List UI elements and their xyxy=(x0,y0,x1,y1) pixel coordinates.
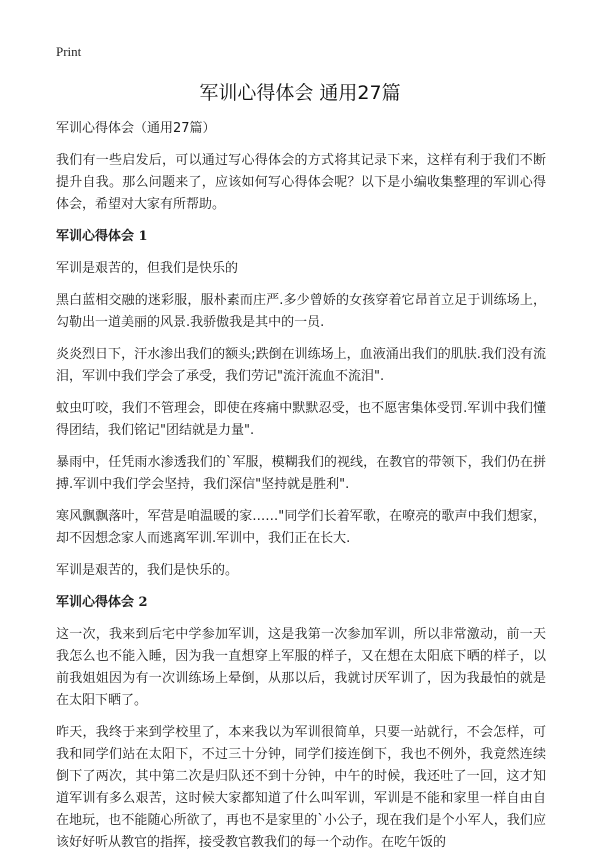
section-paragraph: 昨天，我终于来到学校里了，本来我以为军训很简单，只要一站就行，不会怎样，可我和同学们站在太阳下，不过三十分钟，同学们接连倒下，我也不例外，我竟然连续倒下了两次，其中第二次是归队还不到十分钟，中午的时候，我还吐了一回，这才知道军训有多么艰苦，这时候大家都知道了什么叫军训，军训是不能和家里一样自由自在地玩，也不能随心所欲了，再也不是家里的`小公子，现在我们是个小军人，我们应该好好听从教官的指挥，接受教官教我们的每一个动作。在吃午饭的 xyxy=(56,725,546,850)
section-paragraph: 炎炎烈日下，汗水渗出我们的额头;跌倒在训练场上，血液涌出我们的肌肤.我们没有流泪，军训中我们学会了承受，我们劳记"流汗流血不流泪". xyxy=(56,347,546,384)
section-heading: 军训心得体会 2 xyxy=(56,595,148,610)
section-paragraph: 暴雨中，任凭雨水渗透我们的`军服，模糊我们的视线，在教官的带领下，我们仍在拼搏.军训中我们学会坚持，我们深信"坚持就是胜利". xyxy=(56,455,546,492)
section-paragraph: 军训是艰苦的，我们是快乐的。 xyxy=(56,563,239,578)
section-paragraph: 这一次，我来到后宅中学参加军训，这是我第一次参加军训，所以非常激动，前一天我怎么也不能入睡，因为我一直想穿上军服的样子，又在想在太阳底下晒的样子，以前我姐姐因为有一次训练场上晕倒，从那以后，我就讨厌军训了，因为我最怕的就是在太阳下晒了。 xyxy=(56,627,546,708)
document-body xyxy=(56,118,546,864)
section-paragraph: 寒风飘飘落叶，军营是咱温暖的家……"同学们长着军歌，在嘹亮的歌声中我们想家，却不因想念家人而逃离军训.军训中，我们正在长大. xyxy=(56,509,546,546)
section-paragraph: 蚊虫叮咬，我们不管理会，即使在疼痛中默默忍受，也不愿害集体受罚.军训中我们懂得团结，我们铭记"团结就是力量". xyxy=(56,401,546,438)
document-subtitle: 军训心得体会（通用27篇） xyxy=(56,121,216,136)
section-paragraph: 黑白蓝相交融的迷彩服，服朴素而庄严.多少曾娇的女孩穿着它昂首立足于训练场上，勾勒出一道美丽的风景.我骄傲我是其中的一员. xyxy=(56,293,546,330)
section-heading: 军训心得体会 1 xyxy=(56,229,148,244)
intro-paragraph: 我们有一些启发后，可以通过写心得体会的方式将其记录下来，这样有利于我们不断提升自我。那么问题来了，应该如何写心得体会呢？以下是小编收集整理的军训心得体会，希望对大家有所帮助。 xyxy=(56,153,546,212)
print-label: Print xyxy=(56,44,82,59)
page-title: 军训心得体会 通用27篇 xyxy=(199,82,401,104)
section-paragraph: 军训是艰苦的，但我们是快乐的 xyxy=(56,261,239,276)
